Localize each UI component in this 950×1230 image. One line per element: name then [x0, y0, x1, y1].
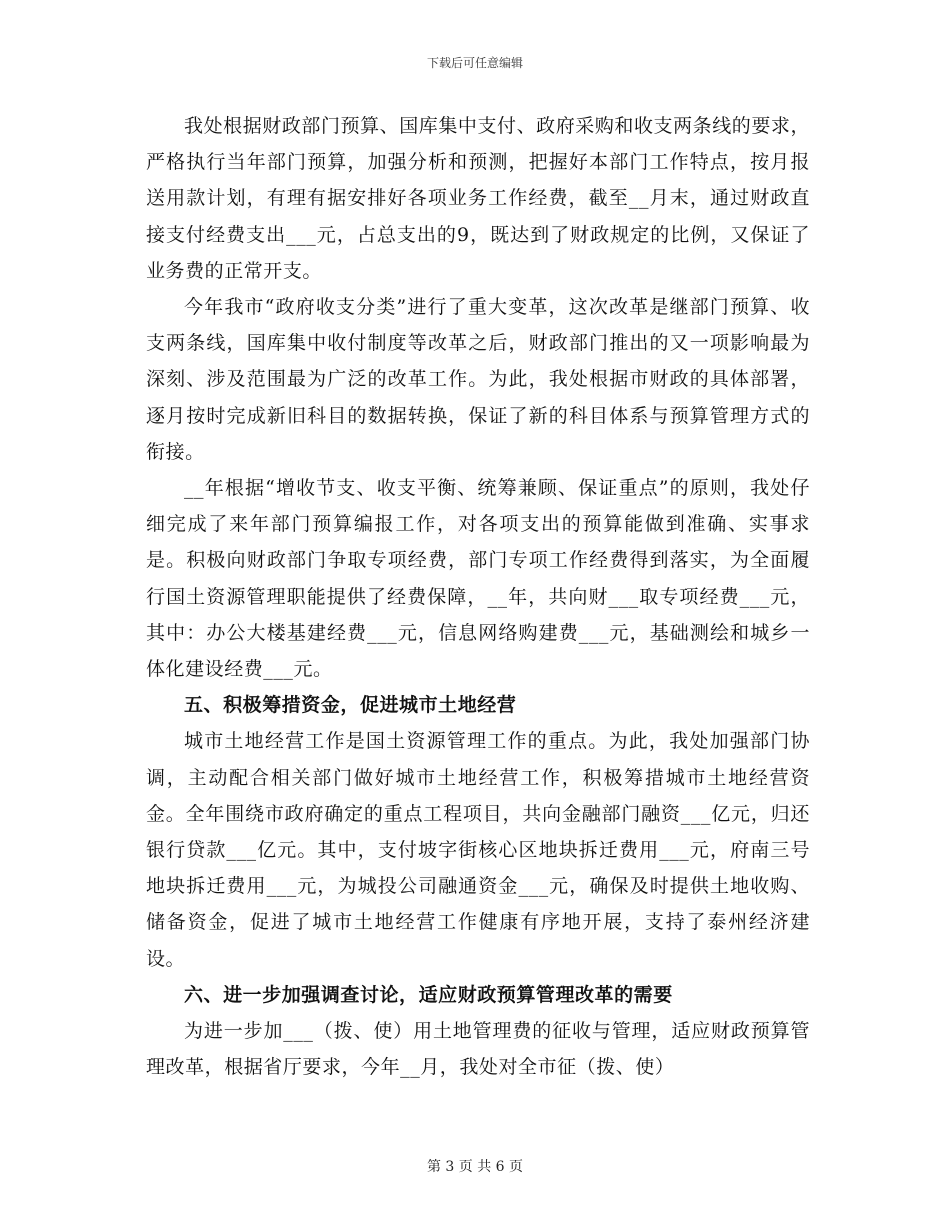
document-body: [146, 108, 810, 1085]
paragraph-land-fee-management: 为进一步加___（拨、使）用土地管理费的征收与管理，适应财政预算管理改革，根据省厅要求，今年__月，我处对全市征（拨、使）: [146, 1020, 810, 1079]
paragraph-land-operation: 城市土地经营工作是国土资源管理工作的重点。为此，我处加强部门协调，主动配合相关部门做好城市土地经营工作，积极筹措城市土地经营资金。全年围绕市政府确定的重点工程项目，共向金融部门融资___亿元，归还银行贷款___亿元。其中，支付坡字街核心区地块拆迁费用___元，府南三号地块拆迁费用___元，为城投公司融通资金___元，确保及时提供土地收购、储备资金，促进了城市土地经营工作健康有序地开展，支持了泰州经济建设。: [146, 730, 810, 970]
section-heading-5: 五、积极筹措资金，促进城市土地经营: [184, 694, 517, 717]
section-heading-6: 六、进一步加强调查讨论，适应财政预算管理改革的需要: [184, 983, 673, 1006]
paragraph-budget-execution: 我处根据财政部门预算、国库集中支付、政府采购和收支两条线的要求，严格执行当年部门预算，加强分析和预测，把握好本部门工作特点，按月报送用款计划，有理有据安排好各项业务工作经费，截至__月末，通过财政直接支付经费支出___元，占总支出的9，既达到了财政规定的比例，又保证了业务费的正常开支。: [146, 115, 810, 282]
page-footer: 第 3 页 共 6 页: [426, 1159, 524, 1175]
page-header: 下载后可任意编辑: [426, 56, 523, 70]
paragraph-classification-reform: 今年我市“政府收支分类”进行了重大变革，这次改革是继部门预算、收支两条线，国库集中收付制度等改革之后，财政部门推出的又一项影响最为深刻、涉及范围最为广泛的改革工作。为此，我处根据市财政的具体部署，逐月按时完成新旧科目的数据转换，保证了新的科目体系与预算管理方式的衔接。: [146, 296, 810, 463]
paragraph-department-budget: __年根据“增收节支、收支平衡、统筹兼顾、保证重点”的原则，我处仔细完成了来年部门预算编报工作，对各项支出的预算能做到准确、实事求是。积极向财政部门争取专项经费，部门专项工作经费得到落实，为全面履行国土资源管理职能提供了经费保障，__年，共向财___取专项经费___元，其中：办公大楼基建经费___元，信息网络购建费___元，基础测绘和城乡一体化建设经费___元。: [146, 477, 810, 681]
